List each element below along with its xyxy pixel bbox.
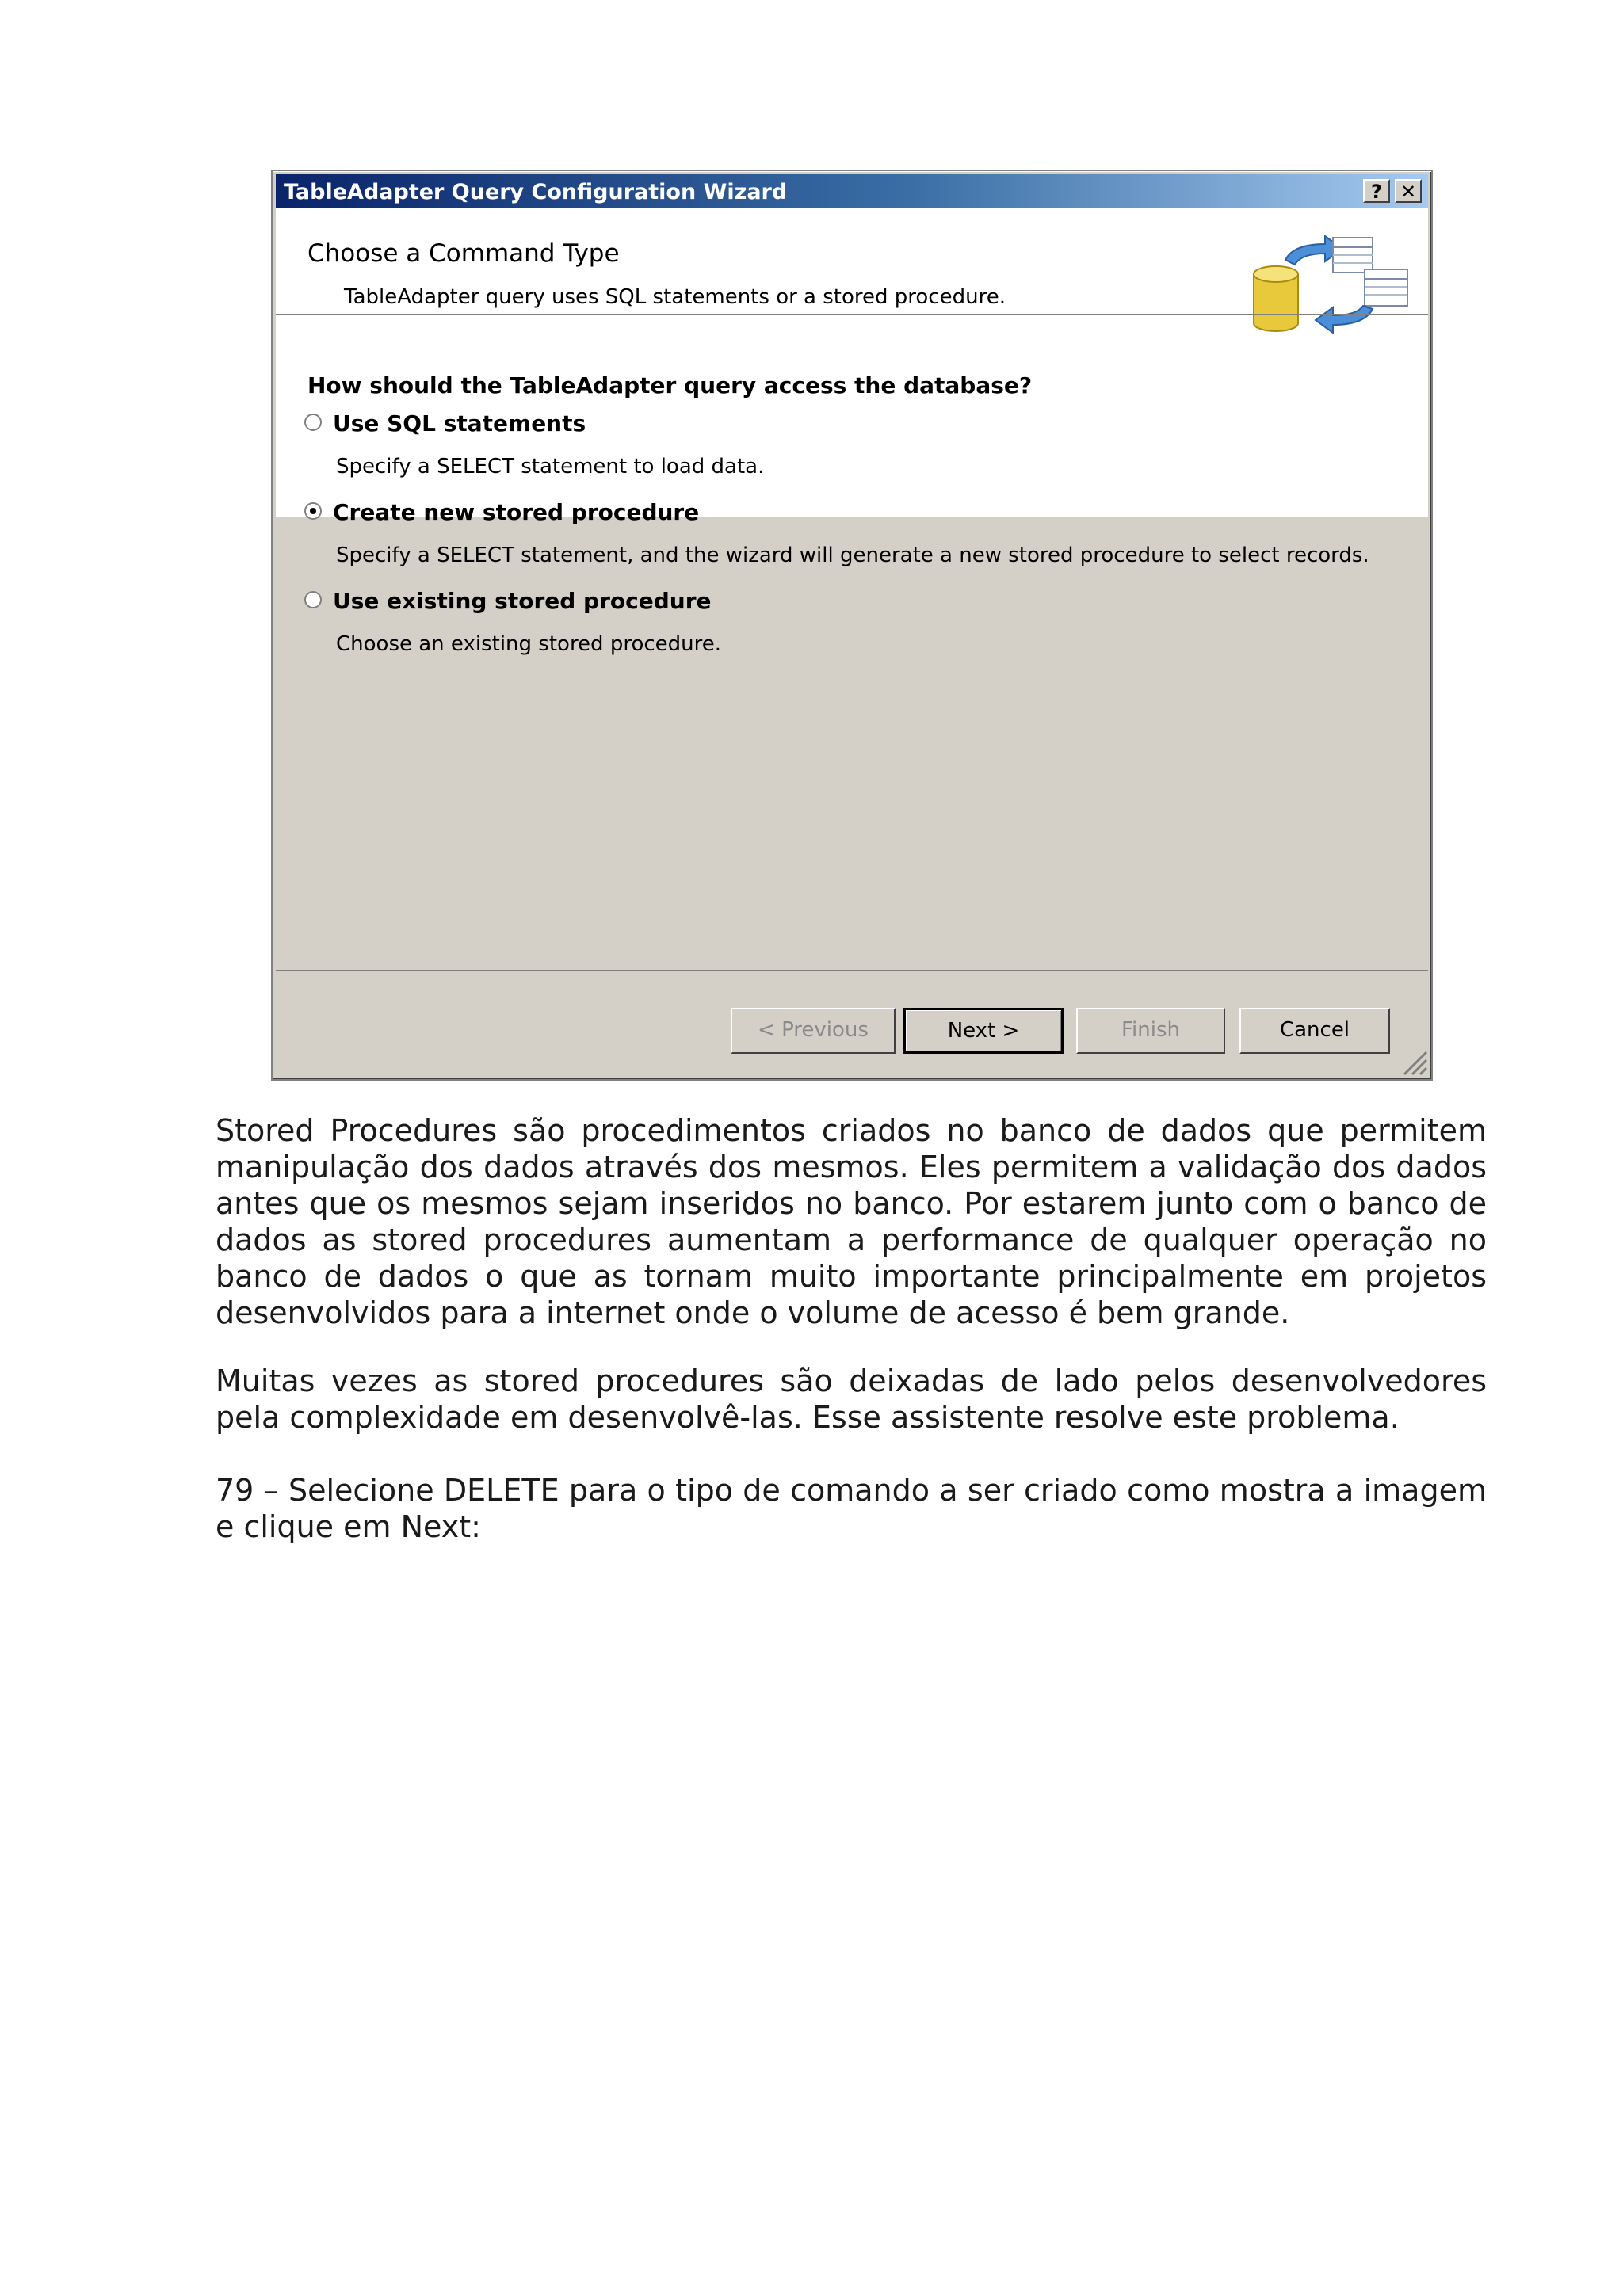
database-tables-icon (1238, 230, 1412, 341)
finish-button[interactable]: Finish (1076, 1008, 1225, 1054)
option-label: Use existing stored procedure (333, 588, 712, 614)
close-button[interactable]: ✕ (1395, 179, 1422, 203)
dialog-title: TableAdapter Query Configuration Wizard (284, 180, 788, 204)
previous-button[interactable]: < Previous (731, 1008, 896, 1054)
paragraph-complexity: Muitas vezes as stored procedures são deixadas de lado pelos desenvolvedores pela complexidade em desenvolvê-las. Esse assistente resolve este problema. (216, 1363, 1487, 1435)
dialog-titlebar (276, 174, 1428, 208)
option-description: Specify a SELECT statement to load data. (336, 455, 765, 479)
radio-button-checked[interactable] (304, 502, 322, 520)
wizard-subheading: TableAdapter query uses SQL statements or a stored procedure. (344, 285, 1006, 309)
resize-grip-icon[interactable] (1400, 1047, 1428, 1076)
wizard-dialog-screenshot (271, 170, 1433, 1081)
option-use-sql[interactable] (304, 410, 586, 437)
paragraph-step-79: 79 – Selecione DELETE para o tipo de comando a ser criado como mostra a imagem e clique em Next: (216, 1473, 1487, 1544)
header-separator (276, 314, 1428, 315)
cancel-button[interactable]: Cancel (1239, 1008, 1390, 1054)
option-create-stored-procedure[interactable] (304, 499, 699, 525)
wizard-heading: Choose a Command Type (307, 239, 620, 268)
access-question: How should the TableAdapter query access the database? (307, 372, 1033, 399)
footer-separator (276, 970, 1428, 971)
radio-button-unchecked[interactable] (304, 414, 322, 431)
next-button[interactable]: Next > (903, 1008, 1064, 1054)
option-description: Specify a SELECT statement, and the wizard will generate a new stored procedure to select records. (336, 543, 1369, 567)
help-button[interactable]: ? (1363, 179, 1390, 203)
paragraph-stored-procedures: Stored Procedures são procedimentos criados no banco de dados que permitem manipulação dos dados através dos mesmos. Eles permitem a validação dos dados antes que os mesmos sejam inseridos no banco. Por estarem junto com o banco de dados as stored procedures aumentam a performance de qualquer operação no banco de dados o que as tornam muito importante principalmente em projetos desenvolvidos para a internet onde o volume de acesso é bem grande. (216, 1113, 1487, 1330)
option-label: Create new stored procedure (333, 499, 700, 525)
option-label: Use SQL statements (333, 410, 586, 437)
option-use-existing-procedure[interactable] (304, 588, 712, 614)
radio-button-unchecked[interactable] (304, 591, 322, 608)
option-description: Choose an existing stored procedure. (336, 632, 722, 656)
